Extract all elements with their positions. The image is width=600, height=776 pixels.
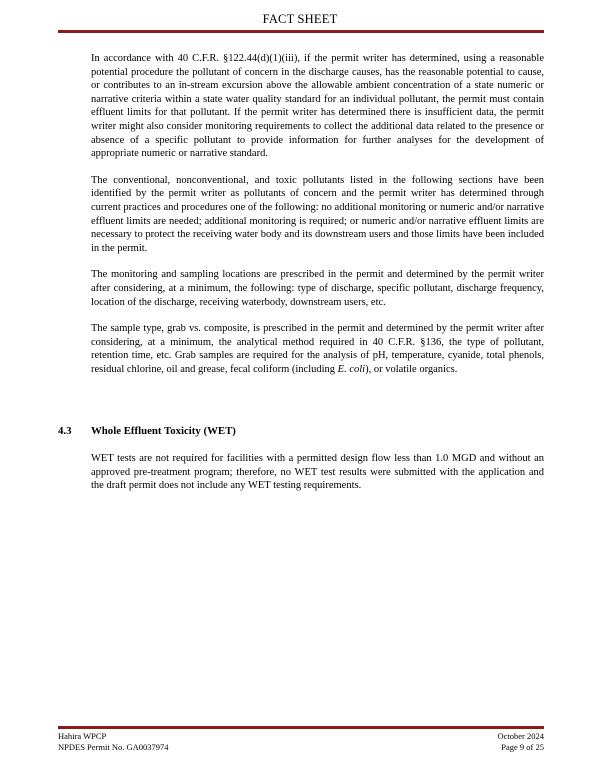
footer-facility: Hahira WPCP bbox=[58, 731, 107, 741]
section-number: 4.3 bbox=[58, 425, 72, 437]
footer-date: October 2024 bbox=[497, 731, 544, 741]
paragraph-4 bbox=[91, 322, 544, 376]
page-header-title: FACT SHEET bbox=[262, 12, 338, 26]
paragraph-4-end: ), or volatile organics. bbox=[365, 363, 458, 375]
paragraph-4-main: The sample type, grab vs. composite, is prescribed in the permit and determined by the permit writer after considering, at a minimum, the analytical method required in 40 C.F.R. §136, the type of pollutant, retention time, etc. Grab samples are required for the analysis of pH, temperature, cyanide, total phenols, residual chlorine, oil and grease, fecal coliform (including bbox=[91, 323, 544, 375]
footer-rule bbox=[58, 726, 544, 729]
paragraph-3: The monitoring and sampling locations are prescribed in the permit and determined by the permit writer after considering, at a minimum, the following: type of discharge, specific pollutant, discharge frequency, location of the discharge, receiving waterbody, downstream users, etc. bbox=[91, 269, 544, 308]
page-footer bbox=[58, 731, 544, 753]
paragraph-4-italic: E. coli bbox=[337, 363, 366, 375]
body-text bbox=[91, 52, 544, 389]
section-title: Whole Effluent Toxicity (WET) bbox=[91, 425, 236, 437]
paragraph-1: In accordance with 40 C.F.R. §122.44(d)(1)(iii), if the permit writer has determined, using a reasonable potential procedure the pollutant of concern in the discharge causes, has the reasonable potential to cause, or contributes to an in-stream excursion above the allowable ambient concentration of a state numeric or narrative criteria within a state water quality standard for an individual pollutant, the permit must contain effluent limits for that pollutant. If the permit writer has determined there is insufficient data, the permit writer might also consider monitoring requirements to collect the additional data related to the presence or absence of a specific pollutant to provide information for further analyses for the development of appropriate numeric or narrative standard. bbox=[91, 53, 544, 160]
header-rule bbox=[58, 30, 544, 33]
section-body: WET tests are not required for facilities with a permitted design flow less than 1.0 MGD and without an approved pre-treatment program; therefore, no WET test results were submitted with the application and the draft permit does not include any WET testing requirements. bbox=[91, 453, 544, 492]
paragraph-2: The conventional, nonconventional, and toxic pollutants listed in the following sections have been identified by the permit writer as pollutants of concern and the permit writer has determined through current practices and procedures one of the following: no additional monitoring or numeric and/or narrative effluent limits are needed; additional monitoring is required; or numeric and/or narrative effluent limits are necessary to protect the receiving water body and its downstream users and those limits have been included in the permit. bbox=[91, 174, 544, 254]
footer-page: Page 9 of 25 bbox=[501, 742, 544, 752]
footer-permit: NPDES Permit No. GA0037974 bbox=[58, 742, 169, 752]
section-heading bbox=[58, 425, 236, 437]
